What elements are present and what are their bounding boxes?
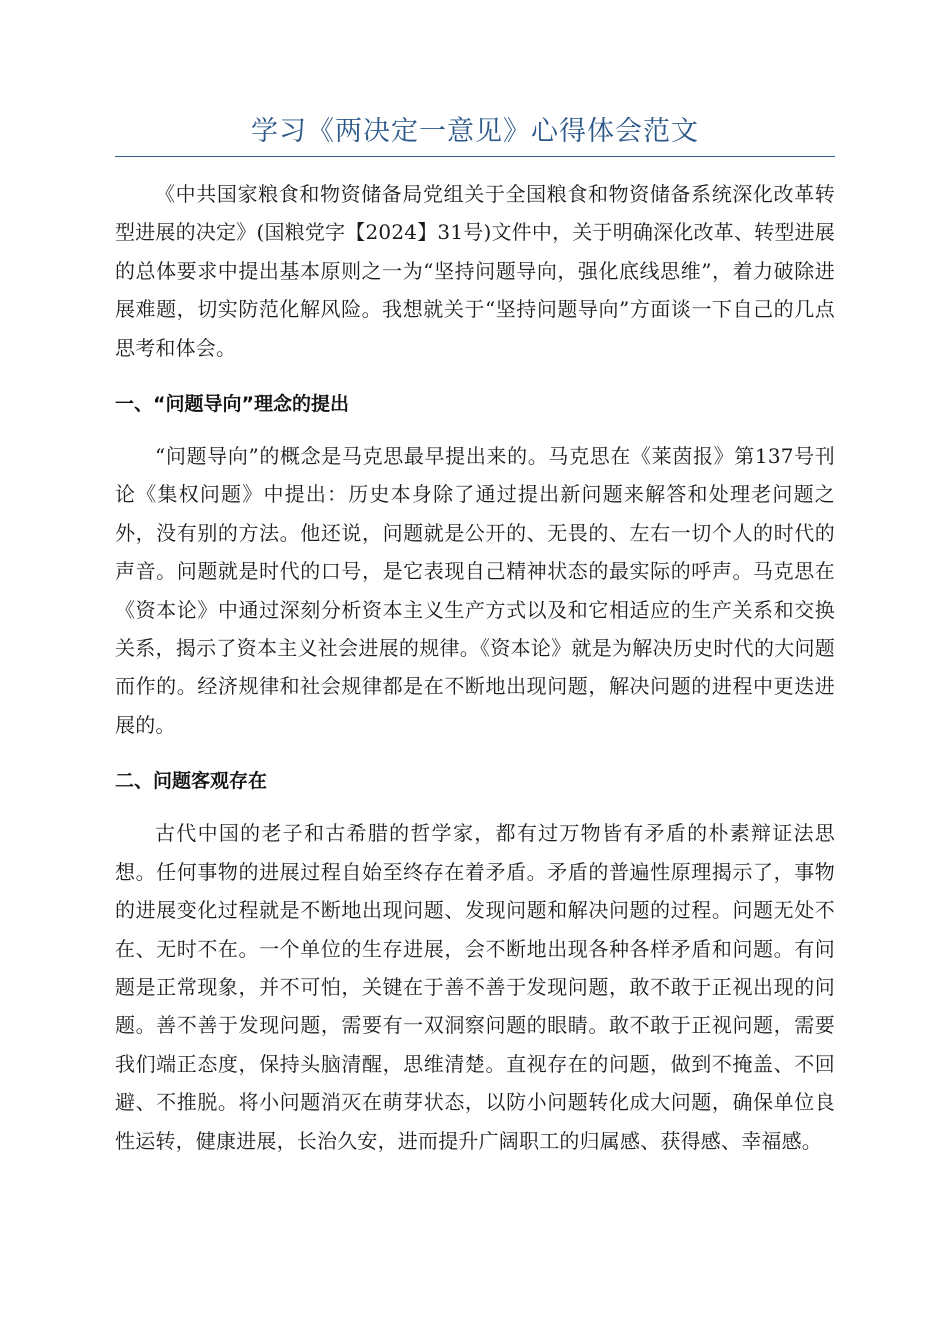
- document-body: [115, 175, 835, 1160]
- section-2-paragraph: 古代中国的老子和古希腊的哲学家，都有过万物皆有矛盾的朴素辩证法思想。任何事物的进展过程自始至终存在着矛盾。矛盾的普遍性原理揭示了，事物的进展变化过程就是不断地出现问题、发现问题和解决问题的过程。问题无处不在、无时不在。一个单位的生存进展，会不断地出现各种各样矛盾和问题。有问题是正常现象，并不可怕，关键在于善不善于发现问题，敢不敢于正视出现的问题。善不善于发现问题，需要有一双洞察问题的眼睛。敢不敢于正视问题，需要我们端正态度，保持头脑清醒，思维清楚。直视存在的问题，做到不掩盖、不回避、不推脱。将小问题消灭在萌芽状态，以防小问题转化成大问题，确保单位良性运转，健康进展，长治久安，进而提升广阔职工的归属感、获得感、幸福感。: [115, 821, 835, 1153]
- section-1-paragraph: “问题导向”的概念是马克思最早提出来的。马克思在《莱茵报》第137号刊论《集权问题》中提出：历史本身除了通过提出新问题来解答和处理老问题之外，没有别的方法。他还说，问题就是公开的、无畏的、左右一切个人的时代的声音。问题就是时代的口号，是它表现自己精神状态的最实际的呼声。马克思在《资本论》中通过深刻分析资本主义生产方式以及和它相适应的生产关系和交换关系，揭示了资本主义社会进展的规律。《资本论》就是为解决历史时代的大问题而作的。经济规律和社会规律都是在不断地出现问题，解决问题的进程中更迭进展的。: [115, 444, 835, 737]
- intro-paragraph: 《中共国家粮食和物资储备局党组关于全国粮食和物资储备系统深化改革转型进展的决定》(国粮党字【2024】31号)文件中，关于明确深化改革、转型进展的总体要求中提出基本原则之一为“坚持问题导向，强化底线思维”，着力破除进展难题，切实防范化解风险。我想就关于“坚持问题导向”方面谈一下自己的几点思考和体会。: [115, 182, 835, 360]
- section-1-heading: 一、“问题导向”理念的提出: [115, 393, 349, 416]
- section-2-heading: 二、问题客观存在: [115, 770, 268, 793]
- title-block: [115, 112, 835, 157]
- page-title: 学习《两决定一意见》心得体会范文: [251, 116, 699, 147]
